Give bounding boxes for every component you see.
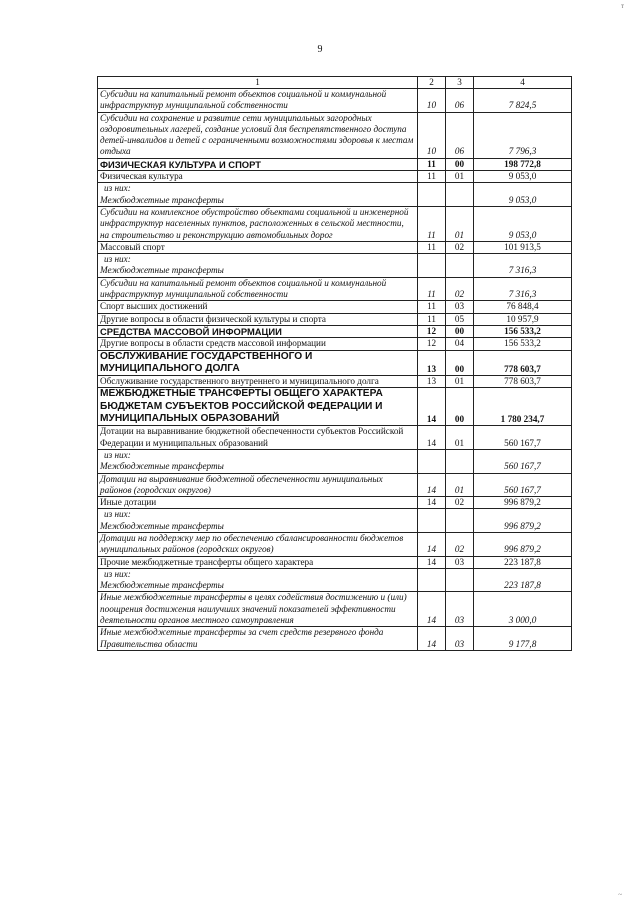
row-name-cell <box>98 449 418 473</box>
row-subsection-code: 01 <box>446 376 474 388</box>
table-row <box>98 497 572 509</box>
row-name: МЕЖБЮДЖЕТНЫЕ ТРАНСФЕРТЫ ОБЩЕГО ХАРАКТЕРА БЮДЖЕТАМ СУБЪЕКТОВ РОССИЙСКОЙ ФЕДЕРАЦИИ И МУНИЦИПАЛЬНЫХ ОБРАЗОВАНИЙ <box>100 388 383 425</box>
row-name: Субсидии на сохранение и развитие сети муниципальных загородных оздоровительных лагерей, создание условий для беспрепятственного доступа детей-инвалидов и детей с ограниченными возможностями здоровья к местам отдыха <box>100 112 414 157</box>
row-subsection-code: 01 <box>446 426 474 450</box>
row-name: ОБСЛУЖИВАНИЕ ГОСУДАРСТВЕННОГО И МУНИЦИПАЛЬНОГО ДОЛГА <box>100 350 313 374</box>
table-row <box>98 241 572 253</box>
row-section-code: 14 <box>418 497 446 509</box>
row-amount: 7 316,3 <box>474 277 572 301</box>
row-name-cell <box>98 325 418 337</box>
row-name: Субсидии на капитальный ремонт объектов социальной и коммунальной инфраструктур муниципальной собственности <box>100 89 387 111</box>
row-subname: Межбюджетные трансферты <box>100 520 224 531</box>
page-number: 9 <box>317 44 323 55</box>
row-section-code <box>418 183 446 207</box>
row-section-code: 12 <box>418 338 446 350</box>
corner-mark-bottom: ~ <box>618 891 622 899</box>
row-subsection-code: 01 <box>446 171 474 183</box>
row-name: Массовый спорт <box>100 241 165 252</box>
row-section-code: 11 <box>418 158 446 170</box>
row-amount: 778 603,7 <box>474 376 572 388</box>
row-amount: 9 177,8 <box>474 627 572 651</box>
row-subsection-code <box>446 183 474 207</box>
table-row <box>98 473 572 497</box>
row-subsection-code: 03 <box>446 627 474 651</box>
table-row <box>98 171 572 183</box>
row-section-code <box>418 449 446 473</box>
row-subsection-code: 00 <box>446 325 474 337</box>
budget-table <box>97 76 572 651</box>
row-name: Прочие межбюджетные трансферты общего характера <box>100 556 314 567</box>
row-subsection-code: 02 <box>446 532 474 556</box>
table-row <box>98 158 572 170</box>
table-row <box>98 449 572 473</box>
row-section-code: 11 <box>418 277 446 301</box>
row-section-code: 14 <box>418 532 446 556</box>
row-amount: 10 957,9 <box>474 313 572 325</box>
row-amount: 1 780 234,7 <box>474 388 572 426</box>
row-subsection-code: 03 <box>446 556 474 568</box>
table-row <box>98 627 572 651</box>
row-name: Иные дотации <box>100 497 157 508</box>
row-section-code: 10 <box>418 112 446 158</box>
row-amount: 778 603,7 <box>474 350 572 376</box>
table-row <box>98 350 572 376</box>
row-name-cell <box>98 89 418 113</box>
row-name-cell <box>98 568 418 592</box>
row-name-cell <box>98 376 418 388</box>
row-name-cell <box>98 206 418 241</box>
row-subsection-code <box>446 254 474 278</box>
row-name-cell <box>98 254 418 278</box>
row-subsection-code: 03 <box>446 592 474 627</box>
row-name: из них: <box>104 254 131 265</box>
row-name-cell <box>98 509 418 533</box>
row-amount: 3 000,0 <box>474 592 572 627</box>
row-name: ФИЗИЧЕСКАЯ КУЛЬТУРА И СПОРТ <box>100 158 261 170</box>
table-row <box>98 313 572 325</box>
row-section-code: 14 <box>418 556 446 568</box>
row-section-code: 11 <box>418 171 446 183</box>
row-name: Субсидии на комплексное обустройство объектами социальной и инженерной инфраструктур населенных пунктов, расположенных в сельской местности, на строительство и реконструкцию автомобильных дорог <box>100 206 409 240</box>
row-amount: 156 533,2 <box>474 325 572 337</box>
row-name-cell <box>98 532 418 556</box>
row-name-cell <box>98 158 418 170</box>
row-name-cell <box>98 388 418 426</box>
table-row <box>98 338 572 350</box>
table-row <box>98 301 572 313</box>
row-amount: 156 533,2 <box>474 338 572 350</box>
row-subsection-code: 02 <box>446 241 474 253</box>
row-subsection-code: 02 <box>446 277 474 301</box>
row-name: Дотации на выравнивание бюджетной обеспеченности субъектов Российской Федерации и муниципальных образований <box>100 426 404 448</box>
row-name-cell <box>98 556 418 568</box>
table-row <box>98 325 572 337</box>
row-name: из них: <box>104 509 131 520</box>
table-row <box>98 556 572 568</box>
row-name-cell <box>98 338 418 350</box>
row-section-code: 10 <box>418 89 446 113</box>
row-subname: Межбюджетные трансферты <box>100 265 224 276</box>
row-name: Обслуживание государственного внутреннего и муниципального долга <box>100 376 379 387</box>
row-name: Иные межбюджетные трансферты за счет средств резервного фонда Правительства области <box>100 627 384 649</box>
header-col-subsection: 3 <box>446 77 474 89</box>
row-section-code <box>418 509 446 533</box>
row-amount: 223 187,8 <box>474 568 572 592</box>
header-col-amount: 4 <box>474 77 572 89</box>
row-name: из них: <box>104 568 131 579</box>
row-amount: 7 316,3 <box>474 254 572 278</box>
row-subsection-code: 02 <box>446 497 474 509</box>
corner-mark: т <box>620 2 624 10</box>
row-name: Дотации на выравнивание бюджетной обеспеченности муниципальных районов (городских округов) <box>100 473 383 495</box>
row-amount: 996 879,2 <box>474 532 572 556</box>
row-name: СРЕДСТВА МАССОВОЙ ИНФОРМАЦИИ <box>100 325 282 337</box>
row-name-cell <box>98 627 418 651</box>
row-subname: Межбюджетные трансферты <box>100 194 224 205</box>
row-amount: 7 824,5 <box>474 89 572 113</box>
header-col-name: 1 <box>98 77 418 89</box>
row-amount: 996 879,2 <box>474 509 572 533</box>
row-amount: 996 879,2 <box>474 497 572 509</box>
row-section-code: 11 <box>418 206 446 241</box>
row-name: Другие вопросы в области физической культуры и спорта <box>100 313 326 324</box>
row-amount: 9 053,0 <box>474 206 572 241</box>
row-section-code <box>418 568 446 592</box>
row-name: Дотации на поддержку мер по обеспечению сбалансированности бюджетов муниципальных районов (городских округов) <box>100 532 404 555</box>
row-subname: Межбюджетные трансферты <box>100 580 224 591</box>
row-name-cell <box>98 473 418 497</box>
row-amount: 198 772,8 <box>474 158 572 170</box>
row-amount: 560 167,7 <box>474 426 572 450</box>
row-name-cell <box>98 112 418 158</box>
row-amount: 7 796,3 <box>474 112 572 158</box>
row-section-code: 14 <box>418 473 446 497</box>
table-row <box>98 206 572 241</box>
row-subsection-code: 03 <box>446 301 474 313</box>
table-row <box>98 509 572 533</box>
row-name: Субсидии на капитальный ремонт объектов социальной и коммунальной инфраструктур муниципальной собственности <box>100 277 387 300</box>
row-section-code: 14 <box>418 388 446 426</box>
table-row <box>98 426 572 450</box>
row-amount: 9 053,0 <box>474 171 572 183</box>
row-subsection-code: 01 <box>446 473 474 497</box>
row-name-cell <box>98 301 418 313</box>
row-section-code: 13 <box>418 376 446 388</box>
row-name: из них: <box>104 449 131 460</box>
header-col-section: 2 <box>418 77 446 89</box>
table-row <box>98 254 572 278</box>
row-section-code: 11 <box>418 313 446 325</box>
row-subsection-code: 00 <box>446 388 474 426</box>
table-header-row <box>98 77 572 89</box>
row-name-cell <box>98 313 418 325</box>
row-subsection-code: 01 <box>446 206 474 241</box>
row-name-cell <box>98 171 418 183</box>
row-name-cell <box>98 241 418 253</box>
row-name: Другие вопросы в области средств массовой информации <box>100 338 326 349</box>
table-row <box>98 89 572 113</box>
row-name-cell <box>98 277 418 301</box>
row-section-code: 14 <box>418 592 446 627</box>
row-name-cell <box>98 497 418 509</box>
row-amount: 560 167,7 <box>474 449 572 473</box>
row-subsection-code: 04 <box>446 338 474 350</box>
row-subsection-code: 00 <box>446 350 474 376</box>
row-amount: 101 913,5 <box>474 241 572 253</box>
row-subsection-code <box>446 568 474 592</box>
row-name: Спорт высших достижений <box>100 301 208 312</box>
row-name: Физическая культура <box>100 171 183 182</box>
row-name: из них: <box>104 183 131 194</box>
row-subsection-code: 00 <box>446 158 474 170</box>
table-row <box>98 388 572 426</box>
row-section-code: 12 <box>418 325 446 337</box>
row-amount: 76 848,4 <box>474 301 572 313</box>
row-subsection-code: 05 <box>446 313 474 325</box>
row-section-code: 14 <box>418 627 446 651</box>
row-name-cell <box>98 350 418 376</box>
table-row <box>98 592 572 627</box>
table-row <box>98 532 572 556</box>
row-name-cell <box>98 183 418 207</box>
table-row <box>98 183 572 207</box>
row-name-cell <box>98 592 418 627</box>
table-row <box>98 112 572 158</box>
row-section-code: 11 <box>418 301 446 313</box>
row-subsection-code <box>446 449 474 473</box>
table-row <box>98 376 572 388</box>
row-amount: 560 167,7 <box>474 473 572 497</box>
row-subsection-code: 06 <box>446 89 474 113</box>
row-section-code <box>418 254 446 278</box>
row-subname: Межбюджетные трансферты <box>100 461 224 472</box>
row-section-code: 13 <box>418 350 446 376</box>
row-section-code: 11 <box>418 241 446 253</box>
row-subsection-code: 06 <box>446 112 474 158</box>
table-row <box>98 277 572 301</box>
row-amount: 9 053,0 <box>474 183 572 207</box>
table-row <box>98 568 572 592</box>
row-subsection-code <box>446 509 474 533</box>
row-section-code: 14 <box>418 426 446 450</box>
row-name: Иные межбюджетные трансферты в целях содействия достижению и (или) поощрения достижения наилучших значений показателей эффективности деятельности органов местного самоуправления <box>100 592 407 626</box>
row-name-cell <box>98 426 418 450</box>
row-amount: 223 187,8 <box>474 556 572 568</box>
